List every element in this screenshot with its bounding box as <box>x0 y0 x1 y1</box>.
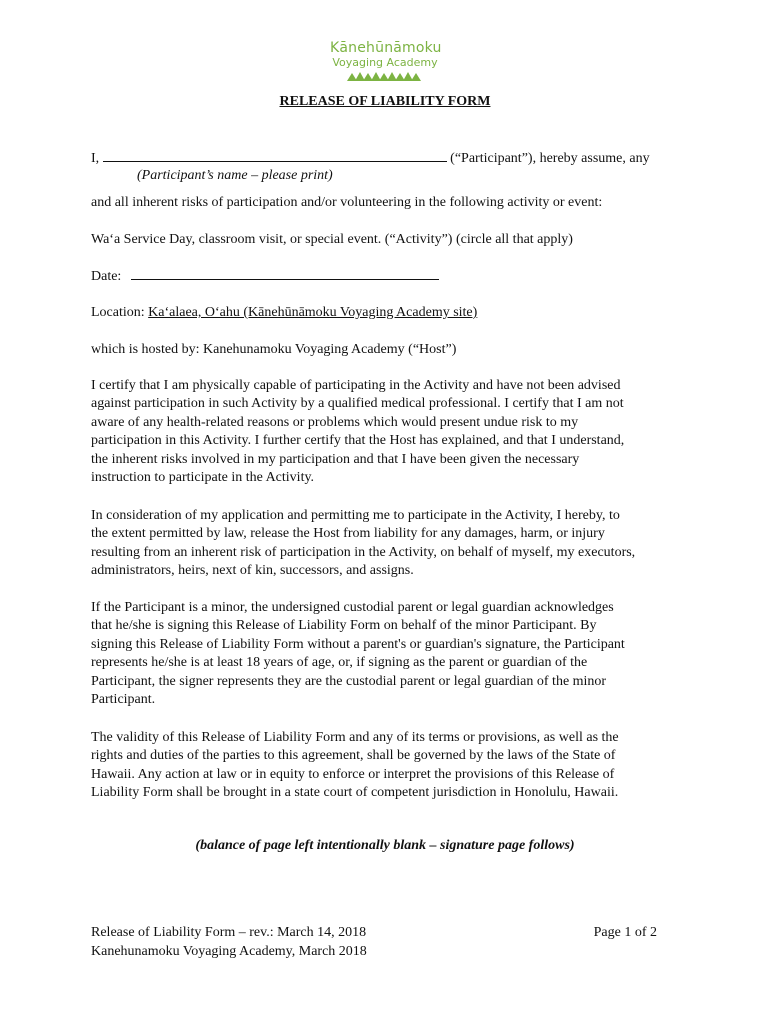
paragraph-line: resulting from an inherent risk of participation in the Activity, on behalf of myself, my executors, <box>91 544 636 560</box>
academy-logo <box>330 40 440 81</box>
minor-paragraph <box>91 599 681 709</box>
participant-line <box>91 149 650 168</box>
paragraph-line: instruction to participate in the Activity. <box>91 470 315 486</box>
host-line: which is hosted by: Kanehunamoku Voyaging Academy (“Host”) <box>91 342 457 357</box>
paragraph-line: I certify that I am physically capable of participating in the Activity and have not been advised <box>91 378 621 393</box>
canoe-wave-icon <box>347 71 423 81</box>
paragraph-line: signing this Release of Liability Form without a parent's or guardian's signature, the Participant <box>91 636 625 652</box>
paragraph-line: Participant. <box>91 692 156 708</box>
paragraph-line: that he/she is signing this Release of Liability Form on behalf of the minor Participant. By <box>91 618 597 634</box>
paragraph-line: the extent permitted by law, release the Host from liability for any damages, harm, or injury <box>91 526 605 542</box>
paragraph-line: In consideration of my application and permitting me to participate in the Activity, I hereby, to <box>91 508 620 523</box>
date-label: Date: <box>91 269 122 284</box>
participant-caption: (Participant’s name – please print) <box>137 168 333 183</box>
risks-line: and all inherent risks of participation and/or volunteering in the following activity or event: <box>91 195 603 210</box>
paragraph-line: Hawaii. Any action at law or in equity to enforce or interpret the provisions of this Release of <box>91 766 615 782</box>
page-number: Page 1 of 2 <box>593 925 657 940</box>
paragraph-line: represents he/she is at least 18 years of age, or, if signing as the parent or guardian of the <box>91 655 588 671</box>
governing-law-paragraph <box>91 729 681 803</box>
footer-org-date: Kanehunamoku Voyaging Academy, March 2018 <box>91 944 367 959</box>
paragraph-line: aware of any health-related reasons or problems which would present undue risk to my <box>91 414 579 430</box>
location-line <box>91 304 477 322</box>
paragraph-line: Liability Form shall be brought in a state court of competent jurisdiction in Honolulu, Hawaii. <box>91 785 619 801</box>
location-label: Location: <box>91 305 145 320</box>
activity-line: Waʻa Service Day, classroom visit, or special event. (“Activity”) (circle all that apply) <box>91 232 573 247</box>
paragraph-line: The validity of this Release of Liability Form and any of its terms or provisions, as well as the <box>91 730 619 745</box>
location-value: Kaʻalaea, Oʻahu (Kānehūnāmoku Voyaging Academy site) <box>148 305 478 320</box>
footer-left <box>91 923 367 961</box>
paragraph-line: administrators, heirs, next of kin, successors, and assigns. <box>91 563 414 579</box>
participant-name-field[interactable] <box>103 149 447 162</box>
participant-prefix: I, <box>91 151 100 166</box>
paragraph-line: participation in this Activity. I further certify that the Host has explained, and that I understand, <box>91 433 625 449</box>
logo-name: Kānehūnāmoku <box>330 40 442 56</box>
blank-page-note: (balance of page left intentionally blank – signature page follows) <box>195 838 575 853</box>
form-title: RELEASE OF LIABILITY FORM <box>279 94 491 109</box>
paragraph-line: the inherent risks involved in my participation and that I have been given the necessary <box>91 451 580 467</box>
participant-suffix: (“Participant”), hereby assume, any <box>450 151 650 166</box>
paragraph-line: against participation in such Activity by a qualified medical professional. I certify that I am not <box>91 396 624 412</box>
logo-subtitle: Voyaging Academy <box>332 56 438 69</box>
footer-revision: Release of Liability Form – rev.: March 14, 2018 <box>91 925 367 940</box>
date-field[interactable] <box>131 267 439 280</box>
paragraph-line: Participant, the signer represents they are the custodial parent or legal guardian of the minor <box>91 673 607 689</box>
paragraph-line: If the Participant is a minor, the undersigned custodial parent or legal guardian acknowledges <box>91 600 614 615</box>
date-line <box>91 267 439 286</box>
certification-paragraph <box>91 377 681 487</box>
release-paragraph <box>91 507 681 581</box>
paragraph-line: rights and duties of the parties to this agreement, shall be governed by the laws of the State of <box>91 748 616 764</box>
